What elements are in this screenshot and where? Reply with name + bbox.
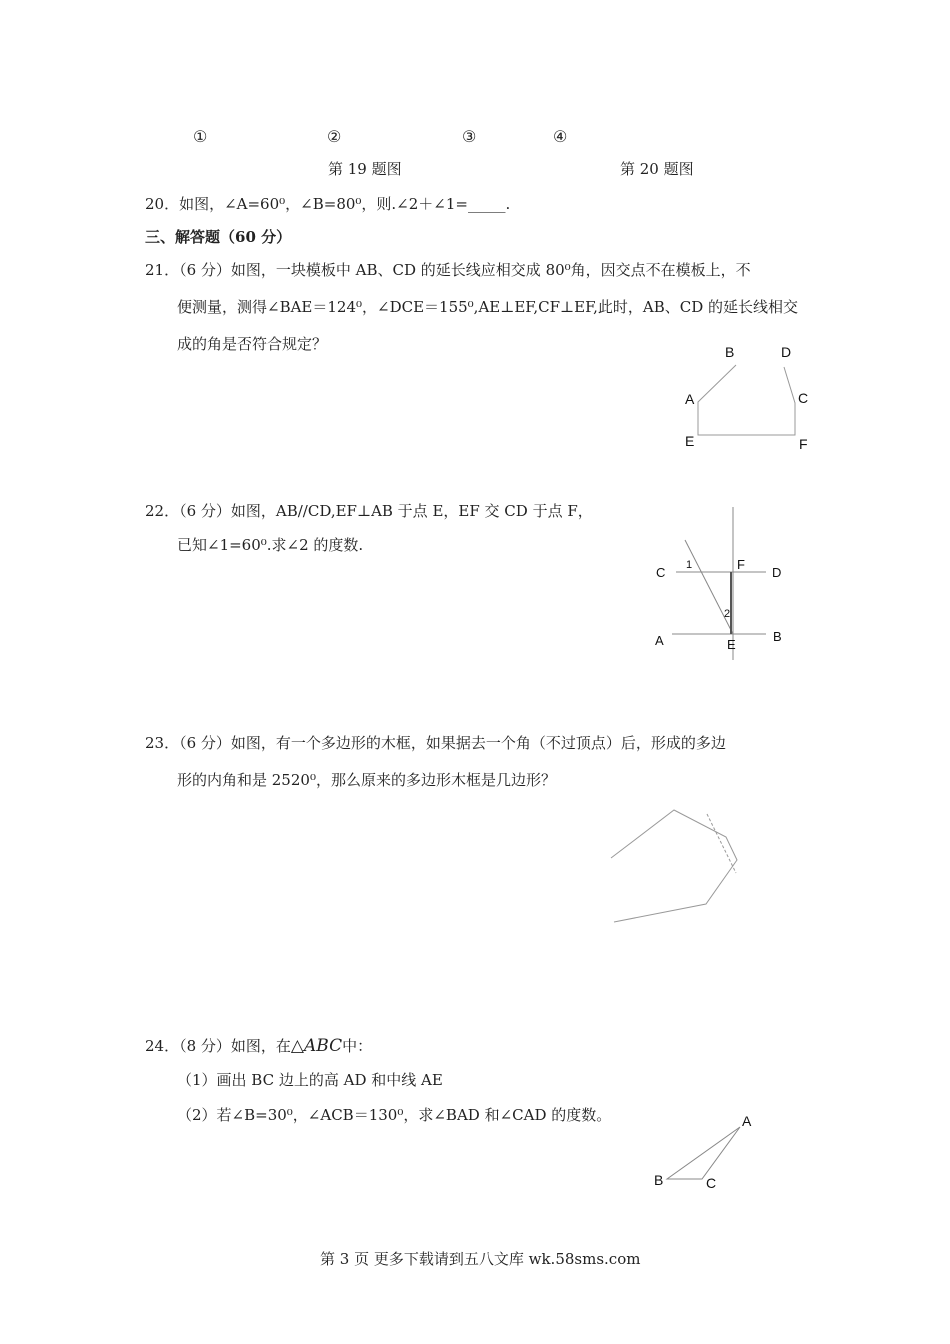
q21-label-D: D	[781, 344, 792, 360]
caption-fig19: 第 19 题图	[328, 160, 402, 178]
triangle-abc: △ABC	[290, 1036, 343, 1056]
q21-label-B: B	[725, 344, 735, 360]
page-footer: 第 3 页 更多下载请到五八文库 wk.58sms.com	[320, 1250, 641, 1268]
q22-label-E: E	[727, 637, 736, 652]
q22-label-C: C	[656, 565, 666, 580]
section-heading: 三、解答题（60 分）	[145, 228, 292, 246]
q24-label-A: A	[742, 1113, 752, 1129]
q22-label-B: B	[773, 629, 782, 644]
q21-label-E: E	[685, 433, 695, 449]
marker-1: ①	[193, 127, 208, 146]
question-24-prefix: 24．（8 分）如图，在	[145, 1037, 291, 1055]
question-23-line2: 形的内角和是 2520⁰，那么原来的多边形木框是几边形？	[177, 771, 556, 789]
question-22-line2: 已知∠1=60⁰.求∠2 的度数.	[177, 536, 364, 554]
question-24-suffix: 中：	[342, 1037, 373, 1055]
q21-label-C: C	[798, 390, 809, 406]
marker-3: ③	[462, 127, 477, 146]
q24-label-B: B	[654, 1172, 664, 1188]
question-21-line1: 21．（6 分）如图，一块模板中 AB、CD 的延长线应相交成 80⁰角，因交点不在模板上，不	[145, 261, 751, 279]
figure-q24	[667, 1127, 740, 1179]
q24-label-C: C	[706, 1175, 717, 1191]
question-24-part2: （2）若∠B=30⁰，∠ACB＝130⁰，求∠BAD 和∠CAD 的度数。	[177, 1106, 612, 1124]
question-21-line2: 便测量，测得∠BAE＝124⁰，∠DCE＝155⁰,AE⊥EF,CF⊥EF,此时，AB、CD 的延长线相交	[177, 298, 799, 316]
q22-label-1: 1	[686, 559, 693, 571]
question-20: 20．如图，∠A=60⁰，∠B=80⁰，则.∠2＋∠1=_____.	[145, 195, 511, 213]
q21-label-F: F	[799, 436, 808, 452]
question-24-part1: （1）画出 BC 边上的高 AD 和中线 AE	[177, 1071, 443, 1089]
marker-4: ④	[553, 127, 568, 146]
figure-q22	[672, 507, 766, 660]
question-21-line3: 成的角是否符合规定？	[177, 335, 328, 353]
caption-fig20: 第 20 题图	[620, 160, 694, 178]
q22-label-D: D	[772, 565, 782, 580]
q22-label-2: 2	[724, 608, 731, 620]
figure-q23	[611, 810, 737, 922]
figure-q21	[698, 365, 795, 435]
q22-label-F: F	[737, 557, 745, 572]
marker-2: ②	[327, 127, 342, 146]
question-22-line1: 22．（6 分）如图，AB//CD,EF⊥AB 于点 E，EF 交 CD 于点 F，	[145, 502, 593, 520]
q21-label-A: A	[685, 391, 695, 407]
question-23-line1: 23．（6 分）如图，有一个多边形的木框，如果据去一个角（不过顶点）后，形成的多边	[145, 734, 726, 752]
q22-label-A: A	[655, 633, 664, 648]
